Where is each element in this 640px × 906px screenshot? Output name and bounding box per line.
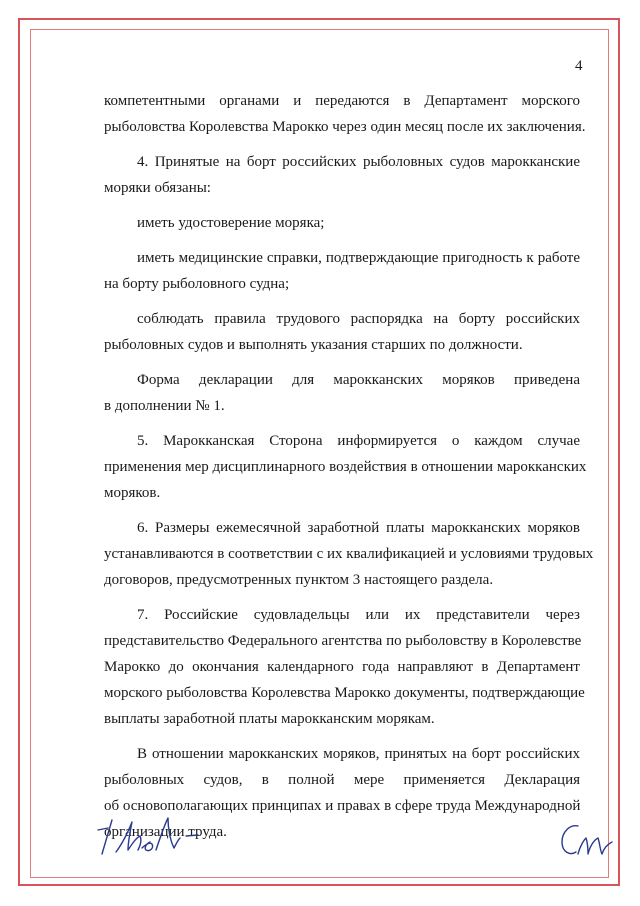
paragraph xyxy=(104,88,586,140)
text-line: Марокко до окончания календарного года направляют в Департамент xyxy=(104,659,580,675)
signature-right-icon xyxy=(556,818,616,862)
text-line: Форма декларации для марокканских моряков приведена xyxy=(137,372,580,388)
text-line: выплаты заработной платы марокканским морякам. xyxy=(104,711,435,727)
signature-left-icon xyxy=(94,808,204,860)
text-line: применения мер дисциплинарного воздействия в отношении марокканских xyxy=(104,459,587,475)
text-line: представительство Федерального агентства по рыболовству в Королевстве xyxy=(104,633,582,649)
text-line: рыболовных судов, в полной мере применяется Декларация xyxy=(104,772,580,788)
paragraph xyxy=(104,245,580,297)
paragraph xyxy=(104,602,585,732)
text-line: на борту рыболовного судна; xyxy=(104,276,290,292)
paragraph xyxy=(104,149,580,201)
page-number: 4 xyxy=(575,58,583,74)
text-line: в дополнении № 1. xyxy=(104,398,225,414)
text-line: договоров, предусмотренных пунктом 3 настоящего раздела. xyxy=(104,572,494,588)
text-line: иметь удостоверение моряка; xyxy=(137,215,325,231)
paragraph xyxy=(104,515,594,593)
paragraph xyxy=(104,367,580,419)
text-line: иметь медицинские справки, подтверждающие пригодность к работе xyxy=(137,250,580,266)
paragraph xyxy=(104,210,580,236)
text-line: рыболовных судов и выполнять указания старших по должности. xyxy=(104,337,523,353)
text-line: устанавливаются в соответствии с их квалификацией и условиями трудовых xyxy=(104,546,594,562)
text-line: 4. Принятые на борт российских рыболовных судов марокканские xyxy=(137,154,580,170)
text-line: 6. Размеры ежемесячной заработной платы марокканских моряков xyxy=(137,520,580,536)
paragraph xyxy=(104,306,580,358)
text-line: соблюдать правила трудового распорядка на борту российских xyxy=(137,311,580,327)
text-line: 7. Российские судовладельцы или их представители через xyxy=(137,607,580,623)
text-line: компетентными органами и передаются в Департамент морского xyxy=(104,93,580,109)
document-body xyxy=(104,88,594,845)
text-line: об основополагающих принципах и правах в сфере труда Международной xyxy=(104,798,581,814)
text-line: моряки обязаны: xyxy=(104,180,211,196)
text-line: В отношении марокканских моряков, принятых на борт российских xyxy=(137,746,580,762)
paragraph xyxy=(104,428,587,506)
text-line: рыболовства Королевства Марокко через один месяц после их заключения. xyxy=(104,119,586,135)
text-line: организации труда. xyxy=(104,824,227,840)
text-line: 5. Марокканская Сторона информируется о каждом случае xyxy=(137,433,580,449)
text-line: морского рыболовства Королевства Марокко документы, подтверждающие xyxy=(104,685,585,701)
text-line: моряков. xyxy=(104,485,161,501)
